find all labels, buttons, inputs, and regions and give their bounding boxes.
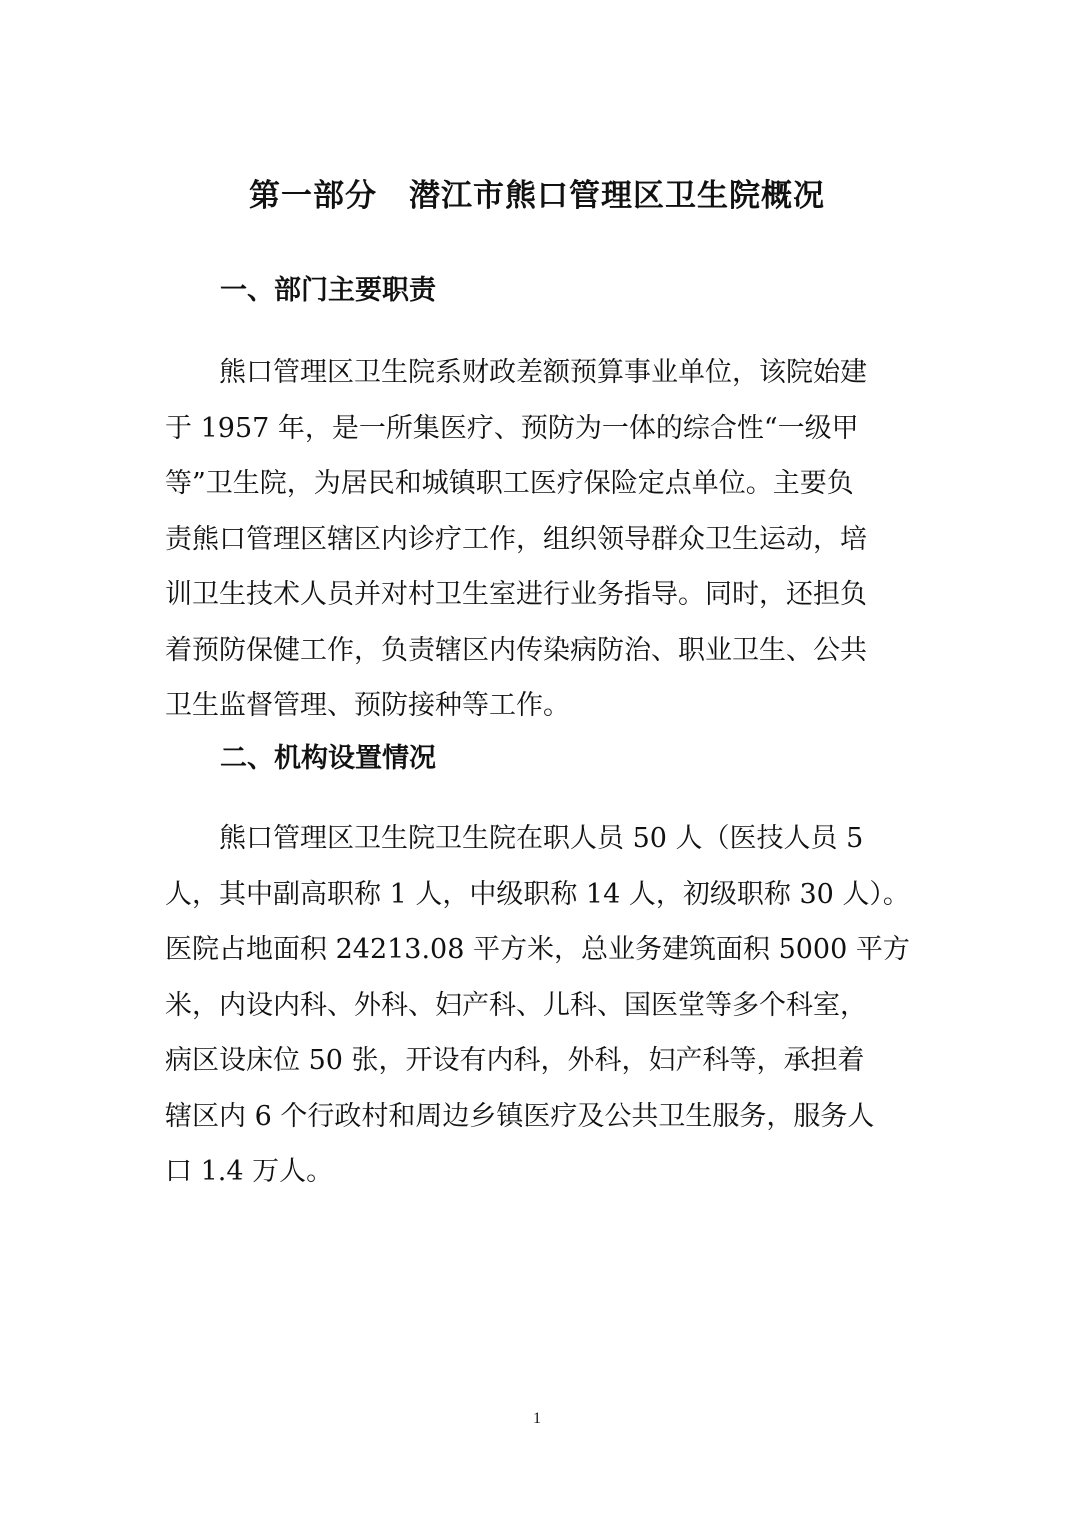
section-heading-organization: 二、机构设置情况	[220, 743, 436, 774]
paragraph-line: 医院占地面积 24213.08 平方米，总业务建筑面积 5000 平方	[165, 934, 910, 965]
paragraph-line: 熊口管理区卫生院系财政差额预算事业单位，该院始建	[165, 357, 867, 388]
section-heading-responsibilities: 一、部门主要职责	[220, 275, 436, 306]
paragraph-line: 米，内设内科、外科、妇产科、儿科、国医堂等多个科室，	[165, 989, 867, 1021]
paragraph-line: 等”卫生院，为居民和城镇职工医疗保险定点单位。主要负	[165, 468, 854, 499]
paragraph-line: 着预防保健工作，负责辖区内传染病防治、职业卫生、公共	[165, 634, 867, 666]
paragraph-line: 责熊口管理区辖区内诊疗工作，组织领导群众卫生运动，培	[165, 523, 867, 555]
paragraph-line: 病区设床位 50 张，开设有内科，外科，妇产科等，承担着	[165, 1045, 865, 1076]
section-body-organization	[165, 811, 910, 1200]
section-body-responsibilities	[165, 345, 910, 734]
paragraph-line: 卫生监督管理、预防接种等工作。	[165, 690, 570, 721]
paragraph-line: 人，其中副高职称 1 人，中级职称 14 人，初级职称 30 人）。	[165, 878, 910, 910]
paragraph-line: 训卫生技术人员并对村卫生室进行业务指导。同时，还担负	[165, 579, 867, 610]
paragraph-line: 熊口管理区卫生院卫生院在职人员 50 人（医技人员 5	[165, 823, 864, 854]
page-number: 1	[533, 1410, 541, 1427]
paragraph-line: 口 1.4 万人。	[165, 1156, 334, 1187]
paragraph-line: 于 1957 年，是一所集医疗、预防为一体的综合性“一级甲	[165, 412, 859, 444]
paragraph-line: 辖区内 6 个行政村和周边乡镇医疗及公共卫生服务，服务人	[165, 1100, 875, 1132]
page-title: 第一部分 潜江市熊口管理区卫生院概况	[249, 178, 825, 214]
